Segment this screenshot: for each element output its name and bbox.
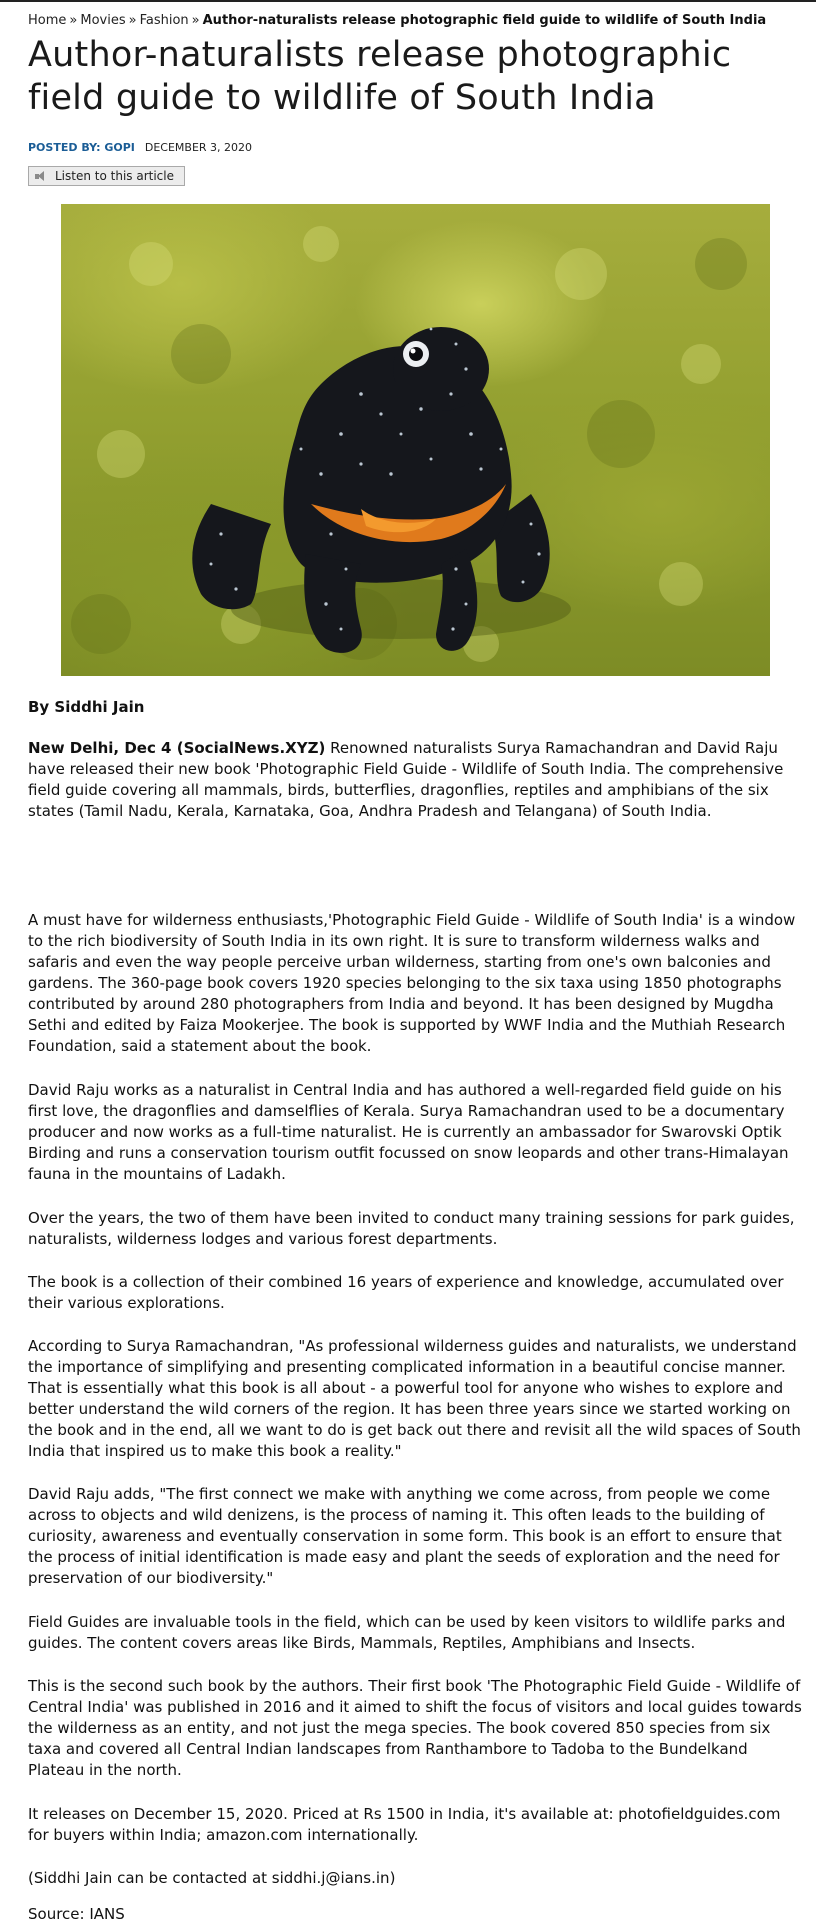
article-paragraph [28,738,804,822]
breadcrumb-fashion-link[interactable]: Fashion [139,13,189,28]
posted-by-author[interactable]: POSTED BY: GOPI [28,141,135,154]
article-paragraph: David Raju works as a naturalist in Central India and has authored a well-regarded field guide on his first love, the dragonflies and damselflies of Kerala. Surya Ramachandran used to be a documentary producer and now works as a full-time naturalist. He is currently an ambassador for Swarovski Optik Birding and runs a conservation tourism outfit focussed on snow leopards and other trans-Himalayan fauna in the mountains of Ladakh. [28,1081,789,1183]
post-date: DECEMBER 3, 2020 [144,141,253,154]
article-paragraph: David Raju adds, "The first connect we make with anything we come across, from people we come across to objects and wild denizens, is the process of naming it. This often leads to the building of curiosity, awareness and eventually conservation in some form. This book is an effort to ensure that the process of initial identification is made easy and plant the seeds of exploration and the need for preservation of our biodiversity." [28,1485,782,1587]
breadcrumb-current: Author-naturalists release photographic field guide to wildlife of South India [202,13,767,28]
article-byline: By Siddhi Jain [28,698,145,716]
article-dateline: New Delhi, Dec 4 (SocialNews.XYZ) [28,739,326,757]
article-paragraph: Field Guides are invaluable tools in the field, which can be used by keen visitors to wildlife parks and guides. The content covers areas like Birds, Mammals, Reptiles, Amphibians and Insects. [28,1613,786,1652]
speaker-icon [35,171,49,181]
breadcrumb-separator: » [191,13,200,28]
listen-button[interactable] [28,166,185,186]
article-lead-text: Renowned naturalists Surya Ramachandran and David Raju have released their new book 'Photographic Field Guide - Wildlife of South India. The comprehensive field guide covering all mammals, birds, butterflies, dragonflies, reptiles and amphibians of the six states (Tamil Nadu, Kerala, Karnataka, Goa, Andhra Pradesh and Telangana) of South India. [28,739,784,820]
article-paragraph: (Siddhi Jain can be contacted at siddhi.j@ians.in) [28,1869,396,1887]
listen-button-label: Listen to this article [55,169,174,183]
article-paragraph: A must have for wilderness enthusiasts,'Photographic Field Guide - Wildlife of South India' is a window to the rich biodiversity of South India in its own right. It is sure to transform wilderness walks and safaris and even the way people perceive urban wilderness, starting from one's own balconies and gardens. The 360-page book covers 1920 species belonging to the six taxa using 1850 photographs contributed by around 280 photographers from India and beyond. It has been designed by Mugdha Sethi and edited by Faiza Mookerjee. The book is supported by WWF India and the Muthiah Research Foundation, said a statement about the book. [28,911,796,1055]
article-paragraph: According to Surya Ramachandran, "As professional wilderness guides and naturalists, we understand the importance of simplifying and presenting complicated information in a beautiful concise manner. That is essentially what this book is all about - a powerful tool for anyone who wishes to explore and better understand the wild corners of the region. It has been three years since we started working on the book and in the end, all we want to do is get back out there and revisit all the wild spaces of South India that inspired us to make this book a reality." [28,1337,801,1460]
article-source: Source: IANS [28,1905,125,1923]
breadcrumb-movies-link[interactable]: Movies [80,13,126,28]
breadcrumb-separator: » [69,13,78,28]
breadcrumb [28,12,794,30]
breadcrumb-home-link[interactable]: Home [28,13,67,28]
page-title: Author-naturalists release photographic field guide to wildlife of South India [28,35,732,118]
article-header [28,2,794,186]
article-paragraph: It releases on December 15, 2020. Priced at Rs 1500 in India, it's available at: photofieldguides.com for buyers within India; amazon.com internationally. [28,1805,781,1844]
article-paragraph: This is the second such book by the authors. Their first book 'The Photographic Field Guide - Wildlife of Central India' was published in 2016 and it aimed to shift the focus of visitors and local guides towards the wilderness as an entity, and not just the mega species. The book covered 850 species from six taxa and covered all Central Indian landscapes from Ranthambore to Tadoba to the Bundelkand Plateau in the north. [28,1677,802,1779]
article-paragraph: The book is a collection of their combined 16 years of experience and knowledge, accumulated over their various explorations. [28,1273,784,1312]
frog-photo-icon [61,204,770,676]
breadcrumb-separator: » [128,13,137,28]
post-meta [28,141,794,155]
article-paragraph: Over the years, the two of them have been invited to conduct many training sessions for park guides, naturalists, wilderness lodges and various forest departments. [28,1209,795,1248]
article-photo [61,204,770,676]
